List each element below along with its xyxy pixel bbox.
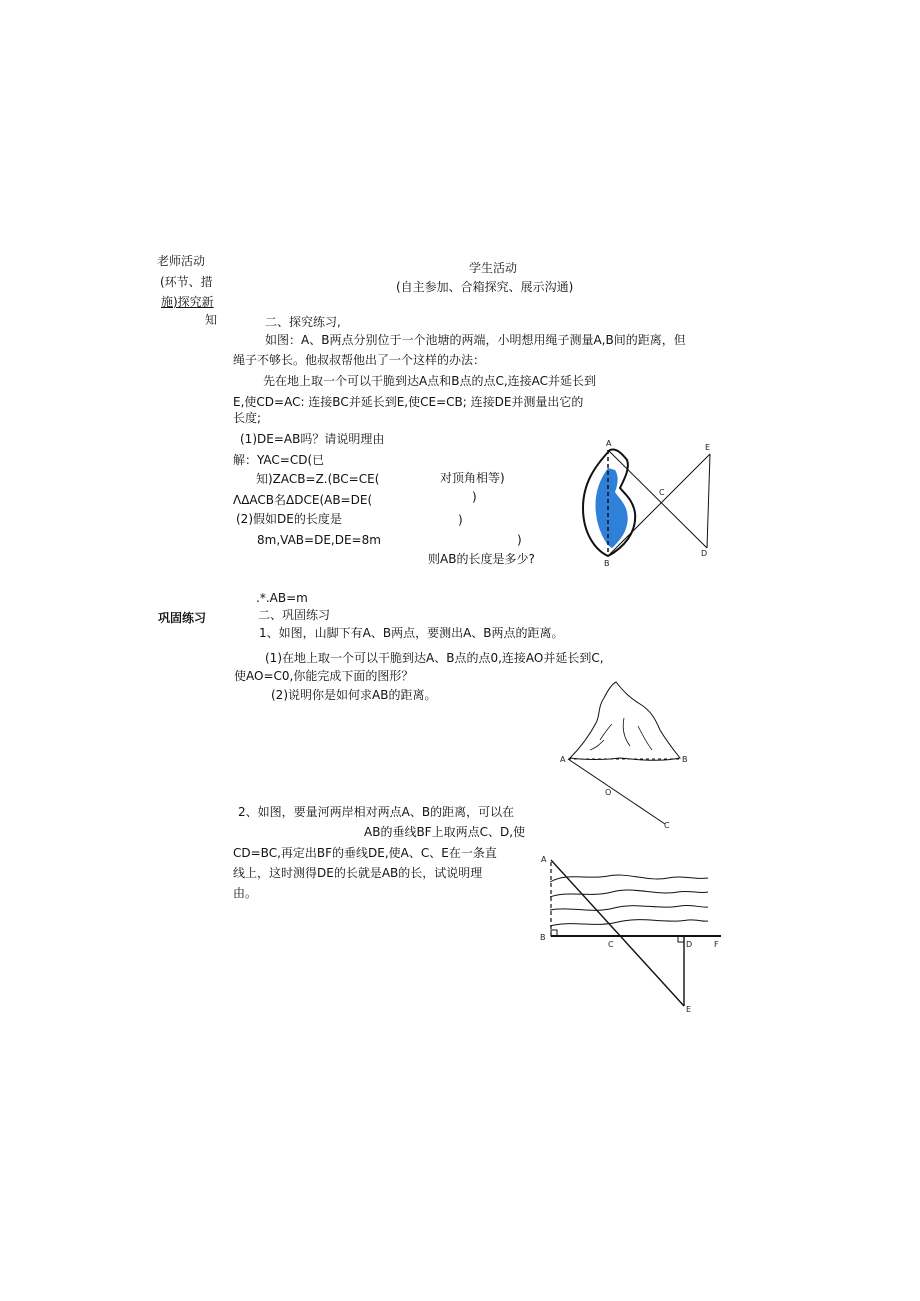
line-ace xyxy=(551,860,684,1006)
pond-label-e: E xyxy=(705,443,711,452)
river-label-d: D xyxy=(686,940,693,949)
pond-figure xyxy=(575,438,725,570)
question-2-answer-paren: ) xyxy=(517,533,522,547)
question-2-ask: 则AB的长度是多少? xyxy=(428,552,535,566)
exercise-2-line1: 2、如图，要量河两岸相对两点A、B的距离，可以在 xyxy=(238,805,515,819)
student-activity-subtitle: (自主参加、合箱探究、展示沟通) xyxy=(396,280,574,294)
student-activity-title: 学生活动 xyxy=(469,261,518,275)
exercise-2-line3: CD=BC,再定出BF的垂线DE,使A、C、E在一条直 xyxy=(233,846,497,860)
consolidate-label: 巩固练习 xyxy=(158,611,207,625)
question-2: (2)假如DE的长度是 xyxy=(236,512,342,526)
phase-label-line1: (环节、措 xyxy=(160,275,213,289)
question-2-paren: ) xyxy=(458,513,463,527)
pond-label-d: D xyxy=(701,549,708,558)
mountain-outline xyxy=(570,682,680,760)
mountain-label-o: O xyxy=(605,788,612,797)
river-figure xyxy=(538,852,723,1014)
exercise-1-part-b: (2)说明你是如何求AB的距离。 xyxy=(271,688,437,702)
pond-label-c: C xyxy=(659,488,665,497)
phase-label-line2: 施)探究新 xyxy=(161,295,214,309)
exercise-1: 1、如图，山脚下有A、B两点，要测出A、B两点的距离。 xyxy=(259,626,564,640)
mountain-label-a: A xyxy=(560,755,566,764)
section1-p2-line1: 先在地上取一个可以干脆到达A点和B点的点C,连接AC并延长到 xyxy=(263,374,597,388)
river-label-b: B xyxy=(540,933,546,942)
exercise-2-line4: 线上，这时测得DE的长就是AB的长，试说明理 xyxy=(233,866,483,880)
river-label-e: E xyxy=(686,1005,692,1014)
exercise-2-line2: AB的垂线BF上取两点C、D,使 xyxy=(364,825,526,839)
river-label-f: F xyxy=(714,940,719,949)
mountain-label-c: C xyxy=(664,821,670,830)
river-label-c: C xyxy=(608,940,614,949)
solution-line2-note: 对顶角相等) xyxy=(440,471,505,485)
mountain-figure xyxy=(560,678,690,828)
question-1: (1)DE=AB吗？请说明理由 xyxy=(240,432,385,446)
pond-label-b: B xyxy=(604,559,610,568)
exercise-1-part-a-line1: (1)在地上取一个可以干脆到达A、B点的点0,连接AO并延长到C, xyxy=(265,651,604,665)
section1-p1-line2: 绳子不够长。他叔叔帮他出了一个这样的办法： xyxy=(233,353,486,367)
section1-p2-line2: E,使CD=AC: 连接BC并延长到E,使CE=CB; 连接DE并测量出它的 xyxy=(233,395,584,409)
pond-label-a: A xyxy=(606,439,612,448)
solution-line2: 知)ZACB=Z.(BC=CE( xyxy=(256,472,380,486)
solution-line3: ΛΔACB名ΔDCE(AB=DE( xyxy=(233,493,373,507)
section2-title: 二、巩固练习 xyxy=(258,608,331,622)
section1-p1-line1: 如图：A、B两点分别位于一个池塘的两端，小明想用绳子测量A,B间的距离，但 xyxy=(265,333,686,347)
ab-result: .*.AB=m xyxy=(256,591,308,605)
river-label-a: A xyxy=(541,855,547,864)
teacher-activity-label: 老师活动 xyxy=(157,254,206,268)
exercise-2-line5: 由。 xyxy=(233,886,258,900)
mountain-label-b: B xyxy=(682,755,688,764)
section1-title: 二、探究练习, xyxy=(265,315,341,329)
section1-p2-line3: 长度; xyxy=(233,411,262,425)
solution-line3-paren: ) xyxy=(472,490,477,504)
exercise-1-part-a-line2: 使AO=C0,你能完成下面的图形？ xyxy=(234,669,414,683)
question-2-answer: 8m,VAB=DE,DE=8m xyxy=(257,533,381,547)
line-ao-c xyxy=(568,759,665,824)
phase-label-line3: 知 xyxy=(205,313,218,327)
solution-line1: 解：YAC=CD(已 xyxy=(233,453,325,467)
